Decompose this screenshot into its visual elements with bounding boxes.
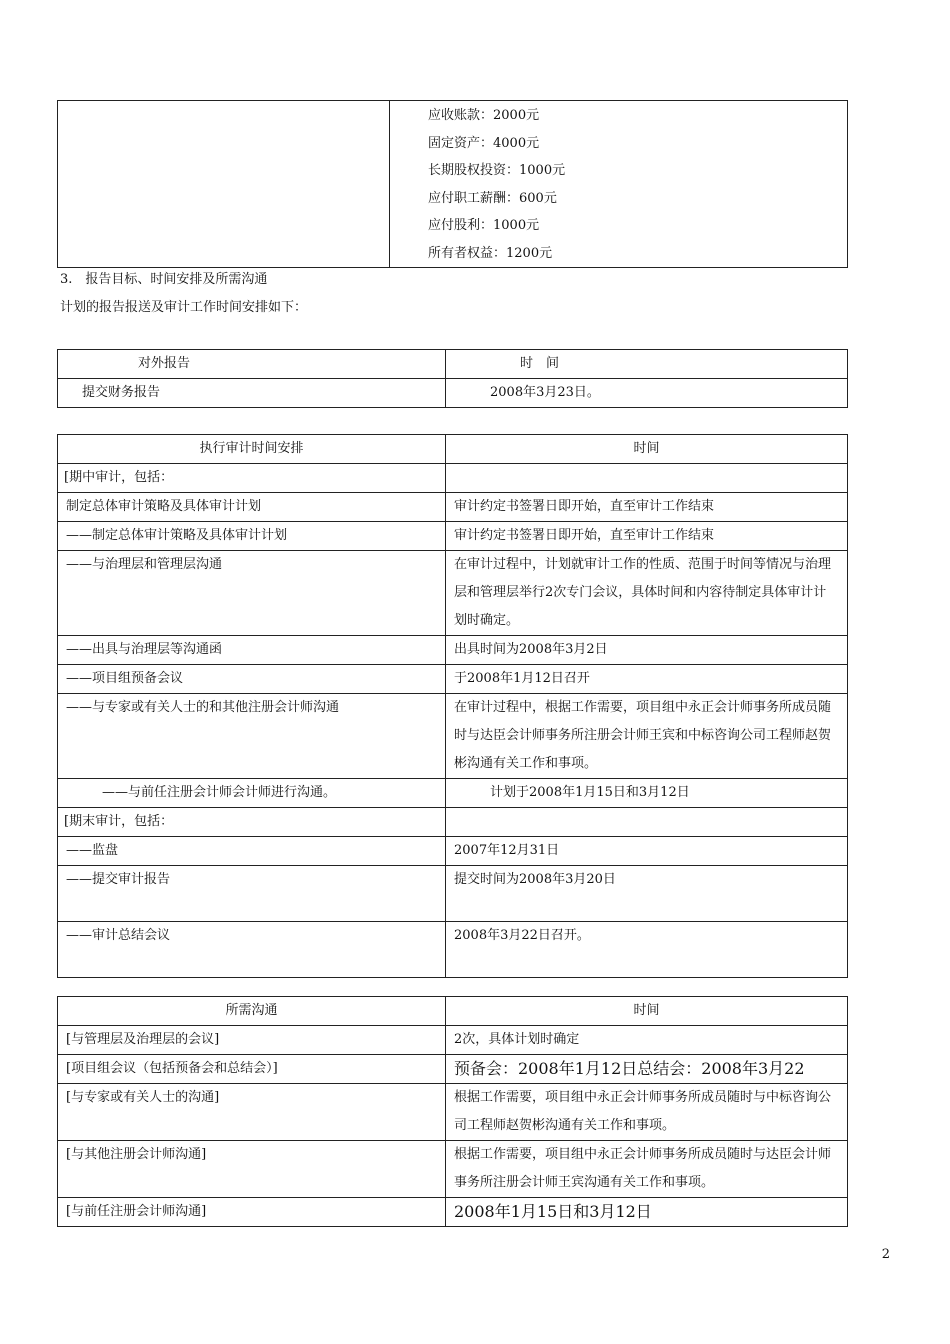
audit-schedule-table bbox=[57, 434, 848, 978]
table-row bbox=[58, 1084, 848, 1141]
audit-header-1: 执行审计时间安排 bbox=[58, 435, 446, 464]
table-row bbox=[58, 1141, 848, 1198]
table-row bbox=[58, 922, 848, 978]
audit-time: 审计约定书签署日即开始，直至审计工作结束 bbox=[446, 522, 848, 551]
table-row bbox=[58, 808, 848, 837]
table-row bbox=[58, 779, 848, 808]
table-row bbox=[58, 694, 848, 779]
audit-item: [期末审计，包括： bbox=[58, 808, 446, 837]
table-row bbox=[58, 1055, 848, 1084]
table-row bbox=[58, 636, 848, 665]
balance-table bbox=[57, 100, 848, 268]
table-row bbox=[58, 551, 848, 636]
balance-item: 应付职工薪酬：600元 bbox=[428, 190, 557, 206]
table-row bbox=[58, 493, 848, 522]
audit-item: ——与治理层和管理层沟通 bbox=[58, 551, 446, 636]
audit-time bbox=[446, 464, 848, 493]
balance-item: 应收账款：2000元 bbox=[428, 108, 540, 123]
comm-item: [项目组会议（包括预备会和总结会）] bbox=[58, 1055, 446, 1084]
audit-item: ——提交审计报告 bbox=[58, 866, 446, 922]
comm-time: 根据工作需要，项目组中永正会计师事务所成员随时与达臣会计师事务所注册会计师王宾沟通有关工作和事项。 bbox=[446, 1141, 848, 1198]
empty-cell bbox=[58, 101, 390, 268]
report-row-label: 提交财务报告 bbox=[58, 379, 446, 408]
audit-time: 计划于2008年1月15日和3月12日 bbox=[446, 779, 848, 808]
table-row bbox=[58, 1198, 848, 1227]
audit-time: 出具时间为2008年3月2日 bbox=[446, 636, 848, 665]
section-heading: 3. 报告目标、时间安排及所需沟通 bbox=[60, 272, 268, 287]
comm-time: 2次，具体计划时确定 bbox=[446, 1026, 848, 1055]
audit-item: [期中审计，包括： bbox=[58, 464, 446, 493]
communication-table bbox=[57, 996, 848, 1227]
balance-item: 应付股利：1000元 bbox=[428, 218, 540, 233]
comm-header-1: 所需沟通 bbox=[58, 997, 446, 1026]
audit-time: 在审计过程中，计划就审计工作的性质、范围于时间等情况与治理层和管理层举行2次专门会议，具体时间和内容待制定具体审计计划时确定。 bbox=[446, 551, 848, 636]
audit-item: ——监盘 bbox=[58, 837, 446, 866]
audit-time: 2008年3月22日召开。 bbox=[446, 922, 848, 978]
comm-item: [与专家或有关人士的沟通] bbox=[58, 1084, 446, 1141]
audit-item: ——与前任注册会计师会计师进行沟通。 bbox=[58, 779, 446, 808]
comm-item: [与其他注册会计师沟通] bbox=[58, 1141, 446, 1198]
balance-item: 固定资产：4000元 bbox=[428, 135, 540, 151]
balance-item: 长期股权投资：1000元 bbox=[428, 163, 566, 178]
comm-time: 根据工作需要，项目组中永正会计师事务所成员随时与中标咨询公司工程师赵贺彬沟通有关工作和事项。 bbox=[446, 1084, 848, 1141]
table-row bbox=[58, 665, 848, 694]
balance-item: 所有者权益：1200元 bbox=[428, 245, 553, 261]
comm-time: 2008年1月15日和3月12日 bbox=[446, 1198, 848, 1227]
audit-time: 在审计过程中，根据工作需要，项目组中永正会计师事务所成员随时与达臣会计师事务所注册会计师王宾和中标咨询公司工程师赵贺彬沟通有关工作和事项。 bbox=[446, 694, 848, 779]
audit-time: 于2008年1月12日召开 bbox=[446, 665, 848, 694]
audit-time: 提交时间为2008年3月20日 bbox=[446, 866, 848, 922]
report-header-1: 对外报告 bbox=[58, 350, 446, 379]
intro-text: 计划的报告报送及审计工作时间安排如下： bbox=[60, 300, 308, 315]
audit-time: 2007年12月31日 bbox=[446, 837, 848, 866]
table-row bbox=[58, 464, 848, 493]
table-row bbox=[58, 522, 848, 551]
audit-item: ——制定总体审计策略及具体审计计划 bbox=[58, 522, 446, 551]
page-number: 2 bbox=[881, 1247, 890, 1262]
audit-time: 审计约定书签署日即开始，直至审计工作结束 bbox=[446, 493, 848, 522]
report-header-2: 时 间 bbox=[446, 350, 848, 379]
comm-item: [与管理层及治理层的会议] bbox=[58, 1026, 446, 1055]
audit-item: ——审计总结会议 bbox=[58, 922, 446, 978]
report-table bbox=[57, 349, 848, 408]
table-row bbox=[58, 1026, 848, 1055]
audit-item: ——项目组预备会议 bbox=[58, 665, 446, 694]
audit-item: ——与专家或有关人士的和其他注册会计师沟通 bbox=[58, 694, 446, 779]
balance-items-cell bbox=[390, 101, 848, 268]
audit-time bbox=[446, 808, 848, 837]
audit-item: ——出具与治理层等沟通函 bbox=[58, 636, 446, 665]
comm-time: 预备会：2008年1月12日总结会：2008年3月22 bbox=[446, 1055, 848, 1084]
comm-item: [与前任注册会计师沟通] bbox=[58, 1198, 446, 1227]
audit-header-2: 时间 bbox=[446, 435, 848, 464]
report-row-date: 2008年3月23日。 bbox=[446, 379, 848, 408]
table-row bbox=[58, 866, 848, 922]
table-row bbox=[58, 837, 848, 866]
audit-item: 制定总体审计策略及具体审计计划 bbox=[58, 493, 446, 522]
comm-header-2: 时间 bbox=[446, 997, 848, 1026]
